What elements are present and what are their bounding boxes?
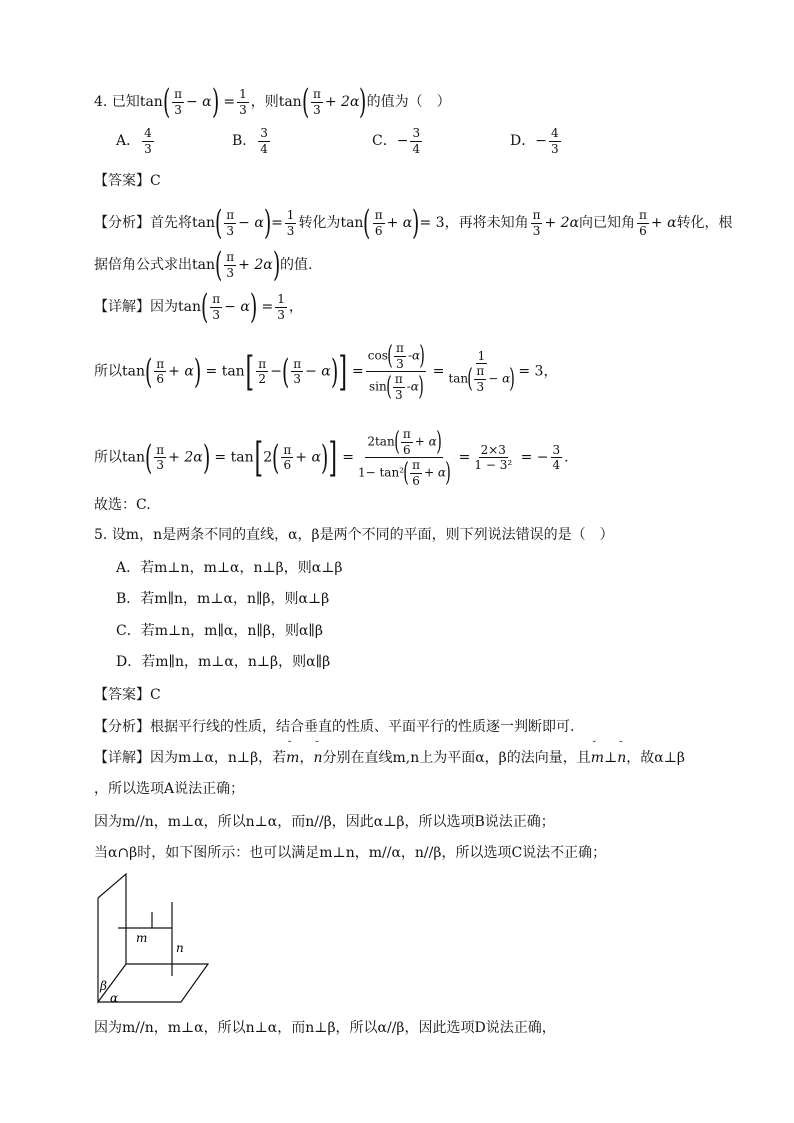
q4-answer: 【答案】C: [94, 173, 161, 189]
label-alpha: α: [110, 991, 119, 1005]
q4-detail-line3: 所以tan( $\frac{\pi}{3}$ + 2α) = tan[2( $\frac{\pi}{6}$ + α)] = 2tan( $\frac{\pi}{6}$ + α) 1− tan²( $\frac{\pi}{6}$ + α) = $\frac{2\times 3}{\text{1 − 3²}}$ = − $\frac{3}{4}$ .: [94, 427, 569, 489]
q5-detail-line1: 【详解】因为m⊥α，n⊥β，若˘ m，˘ n分别在直线m,n上为平面α，β的法向量，且˘ m⊥˘ n，故α⊥β: [94, 751, 685, 765]
q5-option-b: B．若m∥n，m⊥α，n∥β，则α⊥β: [116, 591, 330, 607]
q5-stem: 5. 设m，n是两条不同的直线，α，β是两个不同的平面，则下列说法错误的是（ ）: [94, 527, 614, 543]
q4-stem: 4. 已知tan( $\frac{\pi}{3}$ − α) = $\frac{1}{3}$ ，则tan( $\frac{\pi}{3}$ + 2α)的值为（ ）: [94, 82, 451, 122]
q5-option-a: A．若m⊥n，m⊥α，n⊥β，则α⊥β: [116, 560, 343, 576]
planes-figure: [90, 868, 220, 1008]
q4-option-d: D．− $\frac{4}{3}$: [510, 126, 559, 156]
q4-analysis-line1: 【分析】首先将tan( $\frac{\pi}{3}$ − α)= $\frac{1}{3}$ 转化为tan( $\frac{\pi}{6}$ + α)= 3，再将未知角 $\frac{\pi}{3}$ + 2α向已知角 $\frac{\pi}{6}$ + α转化，根: [94, 203, 733, 243]
q4-detail-line1: 【详解】因为tan( $\frac{\pi}{3}$ − α) = $\frac{1}{3}$ ，: [94, 287, 303, 327]
q5-detail-line4: 当α∩β时，如下图所示：也可以满足m⊥n，m//α，n//β，所以选项C说法不正确；: [94, 845, 607, 861]
q4-analysis-line2: 据倍角公式求出tan( $\frac{\pi}{3}$ + 2α)的值.: [94, 245, 313, 285]
label-n: n: [176, 941, 184, 955]
q5-detail-line2: ，所以选项A说法正确；: [94, 781, 245, 797]
q4-choose: 故选：C.: [94, 497, 151, 513]
q5-detail-line5: 因为m//n，m⊥α，所以n⊥α，而n⊥β，所以α//β，因此选项D说法正确，: [94, 1020, 556, 1036]
q5-option-d: D．若m∥n，m⊥α，n⊥β，则α∥β: [116, 654, 331, 670]
label-beta: β: [100, 979, 107, 993]
q4-option-a: A． $\frac{4}{3}$: [116, 126, 152, 156]
q5-option-c: C．若m⊥n，m∥α，n∥β，则α∥β: [116, 623, 323, 639]
q5-analysis: 【分析】根据平行线的性质，结合垂直的性质、平面平行的性质逐一判断即可.: [94, 719, 575, 735]
q4-detail-line2: 所以tan( $\frac{\pi}{6}$ + α) = tan[ $\frac{\pi}{2}$ −( $\frac{\pi}{3}$ − α)] = cos( $\frac{\pi}{3}$ -α) sin( $\frac{\pi}{3}$ -α) = 1 tan( $\frac{\pi}{3}$ − α) = 3，: [94, 341, 558, 403]
q4-option-b: B． $\frac{3}{4}$: [232, 126, 268, 156]
label-m: m: [136, 931, 148, 945]
q5-answer: 【答案】C: [94, 687, 161, 703]
q5-detail-line3: 因为m//n，m⊥α，所以n⊥α，而n//β，因此α⊥β，所以选项B说法正确；: [94, 814, 555, 830]
q4-option-c: C．− $\frac{3}{4}$: [372, 126, 421, 156]
